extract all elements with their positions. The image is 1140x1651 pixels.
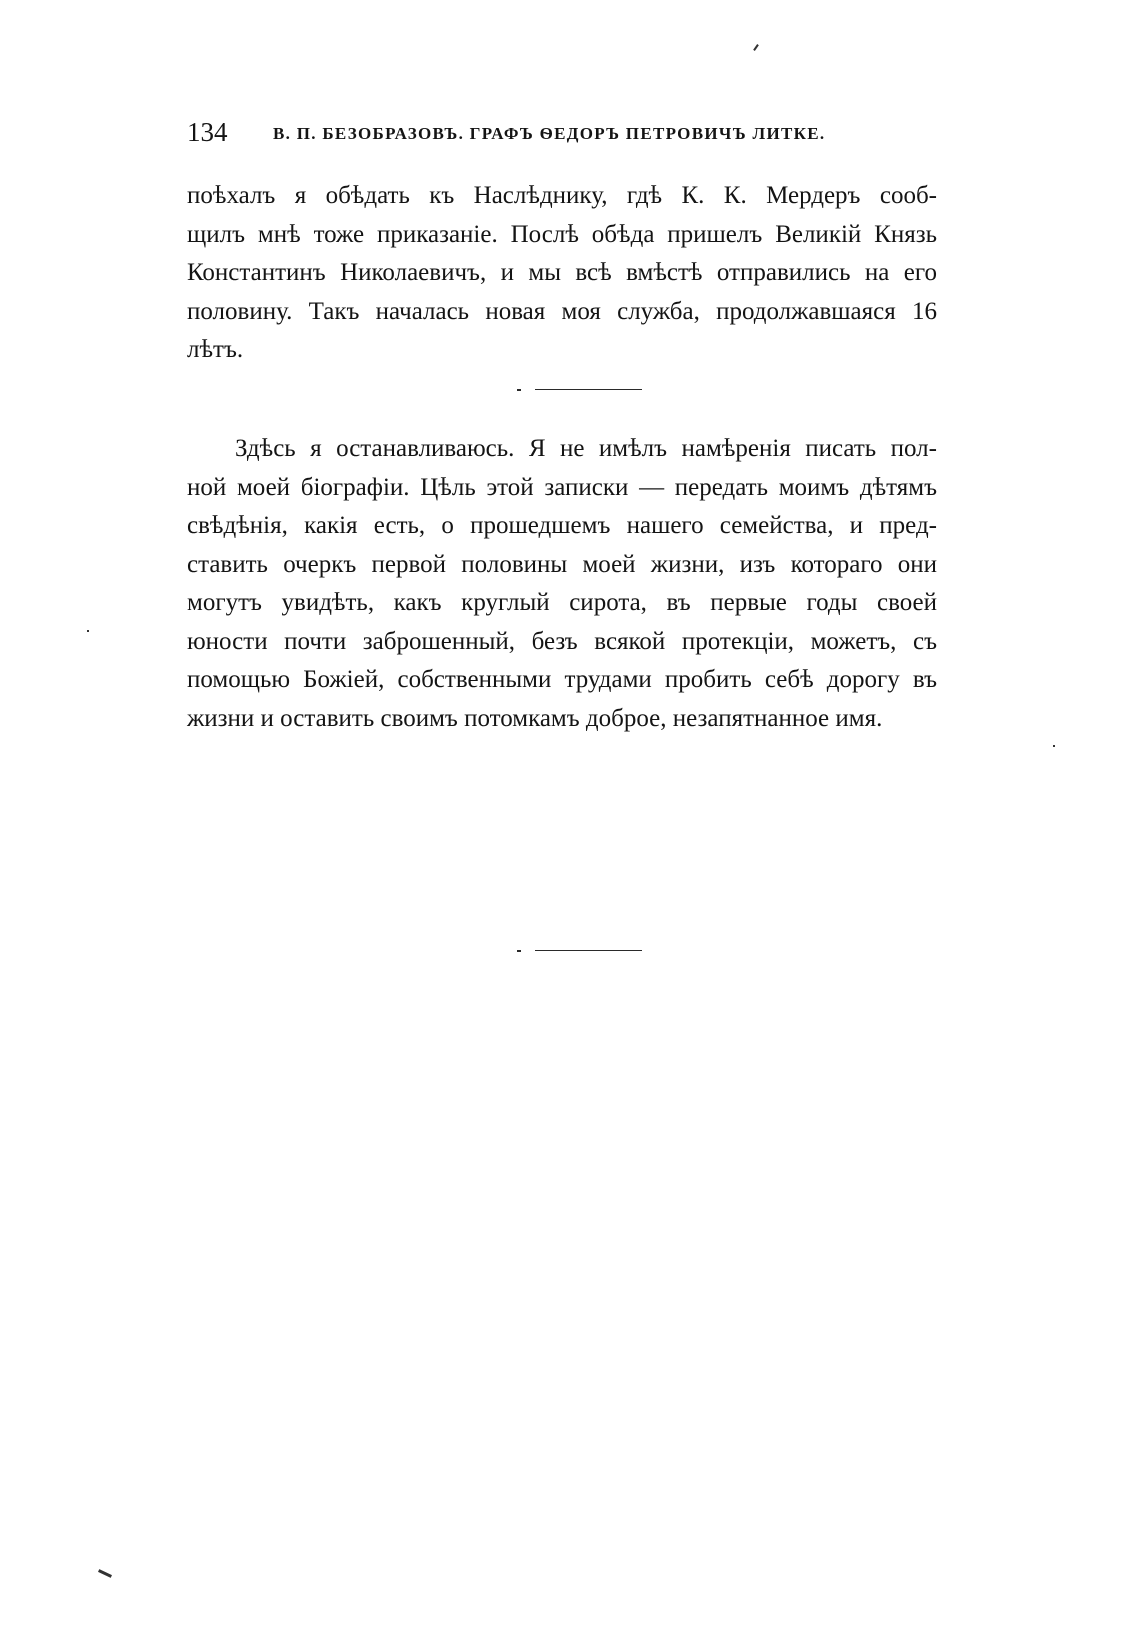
text-line: могутъ увидѣть, какъ круглый сирота, въ первые годы своей <box>187 589 937 616</box>
text-line: юности почти заброшенный, безъ всякой протекціи, можетъ, съ <box>187 627 937 655</box>
page-header <box>187 114 937 154</box>
text-line: свѣдѣнія, какія есть, о прошедшемъ нашего семейства, и пред- <box>187 512 937 539</box>
page-number: 134 <box>187 117 228 147</box>
running-head: В. П. БЕЗОБРАЗОВЪ. ГРАФЪ ѲЕДОРЪ ПЕТРОВИЧЪ ЛИТКЕ. <box>273 124 826 143</box>
text-line: жизни и оставить своимъ потомкамъ доброе, незапятнанное имя. <box>187 704 883 732</box>
scan-speck <box>1053 745 1055 747</box>
text-line: Здѣсь я останавливаюсь. Я не имѣлъ намѣренія писать пол- <box>235 435 937 462</box>
text-line: половину. Такъ началась новая моя служба, продолжавшаяся 16 <box>187 297 937 325</box>
text-line: щилъ мнѣ тоже приказаніе. Послѣ обѣда пришелъ Великій Князь <box>187 220 937 248</box>
text-line: лѣтъ. <box>187 336 244 363</box>
scan-speck <box>87 630 89 632</box>
text-line: поѣхалъ я обѣдать къ Наслѣднику, гдѣ К. К. Мердеръ сооб- <box>187 182 937 209</box>
paragraph-1 <box>187 177 937 370</box>
text-line: ставить очеркъ первой половины моей жизни, изъ котораго они <box>187 550 937 578</box>
text-line: Константинъ Николаевичъ, и мы всѣ вмѣстѣ отправились на его <box>187 259 937 286</box>
text-line: ной моей біографіи. Цѣль этой записки — передать моимъ дѣтямъ <box>187 473 937 501</box>
scan-speck <box>98 1569 112 1578</box>
scan-speck <box>753 44 759 51</box>
paragraph-2 <box>187 430 937 738</box>
text-line: помощью Божіей, собственными трудами пробить себѣ дорогу въ <box>187 666 937 693</box>
